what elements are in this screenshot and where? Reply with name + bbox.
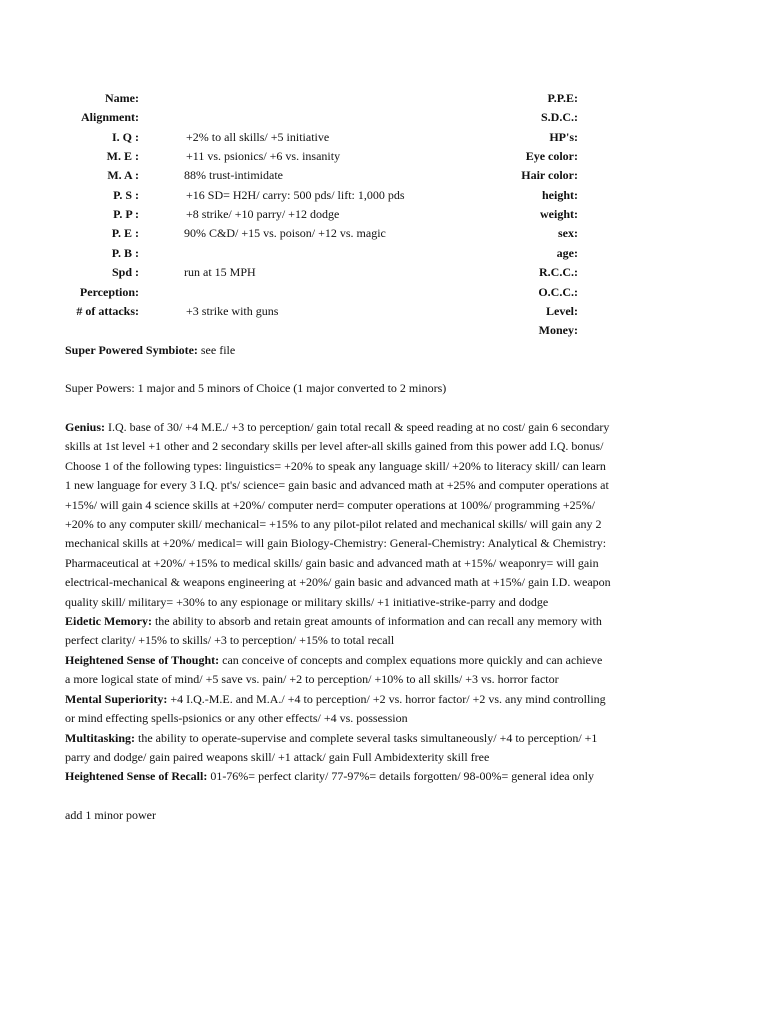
stat-label-alignment: Alignment: <box>81 110 139 124</box>
stat-label-weight: weight: <box>540 207 578 221</box>
footer-line <box>65 806 640 825</box>
right-stat-money <box>0 321 768 340</box>
power-title-thought: Heightened Sense of Thought: <box>65 652 220 667</box>
power-mental-line: +4 I.Q.-M.E. and M.A./ +4 to perception/ +2 vs. horror factor/ +2 vs. any mind controlling <box>167 691 606 706</box>
power-heightened-thought <box>65 651 640 690</box>
power-mental-line: or mind effecting spells-psionics or any other effects/ +4 vs. possession <box>65 711 408 726</box>
stat-value-me: +11 vs. psionics/ +6 vs. insanity <box>186 149 341 163</box>
stat-value-pe: 90% C&D/ +15 vs. poison/ +12 vs. magic <box>184 226 386 240</box>
right-stat-height <box>0 186 768 205</box>
stat-label-spd: Spd : <box>111 265 139 279</box>
stat-label-name: Name: <box>105 91 139 105</box>
power-thought-line: a more logical state of mind/ +5 save vs. pain/ +2 to perception/ +10% to all skills/ +3 vs. horror factor <box>65 672 559 687</box>
right-stat-occ <box>0 283 768 302</box>
stat-label-level: Level: <box>546 304 578 318</box>
super-powers-text: Super Powers: 1 major and 5 minors of Choice (1 major converted to 2 minors) <box>65 381 447 395</box>
symbiote-text: see file <box>197 343 236 357</box>
power-genius-line: electrical-mechanical & weapons engineering at +20%/ gain basic and advanced math at +15%/ gain I.D. weapon <box>65 575 611 590</box>
power-title-multitasking: Multitasking: <box>65 730 136 745</box>
power-heightened-recall <box>65 767 640 786</box>
powers-block <box>65 418 640 787</box>
stat-label-rcc: R.C.C.: <box>539 265 578 279</box>
stat-value-ma: 88% trust-intimidate <box>184 168 283 182</box>
power-genius-line: +15%/ will gain 4 science skills at +20%/ computer nerd= computer operations at 100%/ programming +25%/ <box>65 497 595 512</box>
right-stat-hair-color <box>0 166 768 185</box>
stat-label-iq: I. Q : <box>112 130 139 144</box>
stat-label-ps: P. S : <box>113 188 139 202</box>
stat-value-iq: +2% to all skills/ +5 initiative <box>186 130 330 144</box>
stat-label-sdc: S.D.C.: <box>540 110 578 124</box>
stat-label-pb: P. B : <box>111 246 139 260</box>
stat-value-spd: run at 15 MPH <box>184 265 256 279</box>
stat-label-occ: O.C.C.: <box>538 285 578 299</box>
right-stat-weight <box>0 205 768 224</box>
stat-label-ma: M. A : <box>107 168 139 182</box>
power-eidetic-line: the ability to absorb and retain great amounts of information and can recall any memory with <box>151 614 602 629</box>
stat-label-pe: P. E : <box>111 226 139 240</box>
stat-value-attacks: +3 strike with guns <box>186 304 279 318</box>
stat-label-perception: Perception: <box>79 285 139 299</box>
super-powers-line <box>65 379 640 398</box>
power-title-eidetic: Eidetic Memory: <box>65 614 152 629</box>
stat-value-ps: +16 SD= H2H/ carry: 500 pds/ lift: 1,000 pds <box>186 188 405 202</box>
stat-label-hair-color: Hair color: <box>521 168 578 182</box>
power-genius <box>65 418 640 612</box>
power-thought-line: can conceive of concepts and complex equations more quickly and can achieve <box>219 652 603 667</box>
symbiote-label: Super Powered Symbiote: <box>65 343 198 357</box>
stat-label-height: height: <box>542 188 578 202</box>
stat-label-age: age: <box>556 246 578 260</box>
right-stat-ppe <box>0 89 768 108</box>
power-multitasking-line: parry and dodge/ gain paired weapons skill/ +1 attack/ gain Full Ambidexterity skill free <box>65 749 490 764</box>
right-stat-sex <box>0 224 768 243</box>
right-stat-rcc <box>0 263 768 282</box>
power-genius-line: I.Q. base of 30/ +4 M.E./ +3 to perception/ gain total recall & speed reading at no cost/ gain 6 secondary <box>105 420 610 434</box>
right-stat-sdc <box>0 108 768 127</box>
stat-label-pp: P. P : <box>113 207 139 221</box>
power-title-genius: Genius: <box>65 420 106 434</box>
stat-label-ppe: P.P.E: <box>547 91 578 105</box>
power-genius-line: +20% to any computer skill/ mechanical= +15% to any pilot-pilot related and mechanical skills/ will gain any 2 <box>65 517 602 532</box>
power-title-mental: Mental Superiority: <box>65 691 168 706</box>
power-genius-line: Pharmaceutical at +20%/ +15% to medical skills/ gain basic and advanced math at +15%/ weaponry= will gain <box>65 555 599 570</box>
power-title-recall: Heightened Sense of Recall: <box>65 769 208 784</box>
right-stat-hp <box>0 128 768 147</box>
power-eidetic-memory <box>65 612 640 651</box>
right-stat-eye-color <box>0 147 768 166</box>
stat-label-attacks: # of attacks: <box>76 304 139 318</box>
power-genius-line: Choose 1 of the following types: linguistics= +20% to speak any language skill/ +20% to literacy skill/ can learn <box>65 458 606 473</box>
right-stat-level <box>0 302 768 321</box>
power-recall-line: 01-76%= perfect clarity/ 77-97%= details forgotten/ 98-00%= general idea only <box>207 769 594 784</box>
footer-text: add 1 minor power <box>65 808 156 822</box>
power-genius-line: quality skill/ military= +30% to any espionage or military skills/ +1 initiative-strike-parry and dodge <box>65 594 549 609</box>
stat-value-pp: +8 strike/ +10 parry/ +12 dodge <box>186 207 340 221</box>
right-stat-age <box>0 244 768 263</box>
power-mental-superiority <box>65 690 640 729</box>
symbiote-line <box>65 341 640 360</box>
stat-label-eye-color: Eye color: <box>525 149 578 163</box>
power-multitasking-line: the ability to operate-supervise and complete several tasks simultaneously/ +4 to perception/ +1 <box>135 730 598 745</box>
power-genius-line: skills at 1st level +1 other and 2 secondary skills per level after-all skills gained from this power add I.Q. bonus/ <box>65 439 604 454</box>
power-genius-line: 1 new language for every 3 I.Q. pt's/ science= gain basic and advanced math at +25% and computer operations at <box>65 478 609 493</box>
stat-label-sex: sex: <box>558 226 578 240</box>
stat-label-me: M. E : <box>106 149 139 163</box>
stat-label-hp: HP's: <box>549 130 578 144</box>
power-eidetic-line: perfect clarity/ +15% to skills/ +3 to perception/ +15% to total recall <box>65 633 395 648</box>
power-genius-line: mechanical skills at +20%/ medical= will gain Biology-Chemistry: General-Chemistry: Analytical & Chemistry: <box>65 536 607 551</box>
stat-label-money: Money: <box>538 323 578 337</box>
power-multitasking <box>65 729 640 768</box>
